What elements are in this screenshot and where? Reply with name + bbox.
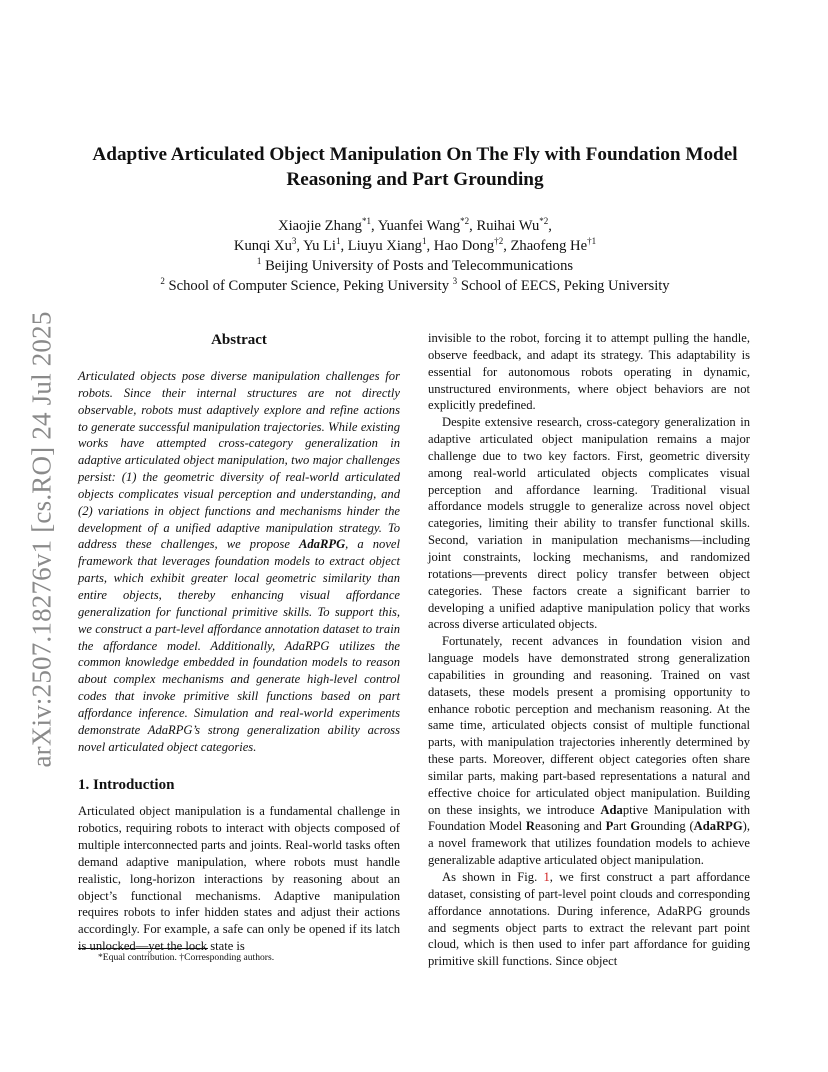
author-sup: *2 bbox=[460, 216, 470, 227]
author-name: Kunqi Xu bbox=[233, 238, 292, 254]
author-name: Yuanfei Wang bbox=[377, 218, 461, 234]
paper-title: Adaptive Articulated Object Manipulation On The Fly with Foundation Model Reasoning and Part Grounding bbox=[92, 144, 738, 190]
author-block bbox=[80, 216, 750, 296]
intro-paragraph-5: As shown in Fig. 1, we first construct a part affordance dataset, consisting of part-level point clouds and corresponding affordance annotations. During inference, AdaRPG grounds and segments object parts to extract the relevant part point cloud, which is then used to infer part affordance for guiding primitive skill functions. Since object bbox=[428, 870, 750, 969]
author-name: Hao Dong bbox=[433, 238, 495, 254]
author-sup: 3 bbox=[291, 236, 297, 247]
left-column bbox=[78, 330, 400, 955]
author-sup: †1 bbox=[587, 236, 597, 247]
affiliation-sup: 3 bbox=[452, 276, 458, 287]
affiliation-line-2 bbox=[80, 276, 750, 296]
method-name: AdaRPG bbox=[298, 537, 346, 552]
arxiv-id-text: arXiv:2507.18276v1 [cs.RO] 24 Jul 2025 bbox=[26, 310, 57, 768]
author-sup: *2 bbox=[539, 216, 549, 227]
author-name: Ruihai Wu bbox=[476, 218, 540, 234]
author-line-2: Kunqi Xu$^3$, Yu Li$^1$, Liuyu Xiang$^1$, Hao Dong$^{\dagger 2}$, Zhaofeng He$^{\dagger 1}$ bbox=[233, 236, 597, 254]
footnote-divider bbox=[78, 948, 208, 949]
author-line-1: Xiaojie Zhang$^{*1}$, Yuanfei Wang$^{*2}$, Ruihai Wu$^{*2}$, bbox=[278, 216, 552, 234]
affiliation-pku-eecs: School of EECS, Peking University bbox=[460, 278, 670, 294]
affiliation-sup: 1 bbox=[256, 256, 262, 267]
introduction-heading: 1. Introduction bbox=[78, 777, 175, 794]
intro-paragraph-3: Despite extensive research, cross-category generalization in adaptive articulated object manipulation remains a major challenge due to two key factors. First, geometric diversity among real-world articulated objects complicates visual perception and affordance learning. Traditional visual affordance models struggle to generalize across novel object categories, limiting their ability to transfer functional skills. Second, variation in manipulation mechanisms—including joint constraints, locking mechanisms, and randomized rotations—prevents direct policy transfer between object categories. These factors create a significant barrier to developing a unified adaptive manipulation policy that works across diverse articulated objects. bbox=[428, 415, 750, 632]
abstract-text: Articulated objects pose diverse manipulation challenges for robots. Since their internal structures are not directly observable, robots must adaptively explore and refine actions to generate successful manipulation trajectories. While existing works have attempted cross-category generalization in adaptive articulated object manipulation, two major challenges persist: (1) the geometric diversity of real-world articulated objects complicates visual perception and understanding, and (2) variations in object functions and mechanisms hinder the development of a unified adaptive manipulation strategy. To address these challenges, we propose AdaRPG, a novel framework that leverages foundation models to extract object parts, which exhibit greater local geometric similarity than entire objects, thereby enhancing visual affordance generalization for functional primitive skills. To support this, we construct a part-level affordance annotation dataset to train the affordance model. Additionally, AdaRPG utilizes the common knowledge embedded in foundation models to reason about complex mechanisms and generate high-level control codes that invoke primitive skill functions based on part affordance inference. Simulation and real-world experiments demonstrate AdaRPG’s strong generalization ability across novel articulated object categories. bbox=[78, 369, 400, 754]
affiliation-pku-cs: School of Computer Science, Peking University bbox=[168, 278, 450, 294]
author-sup: 1 bbox=[421, 236, 427, 247]
author-name: Yu Li bbox=[303, 238, 336, 254]
affiliation-line-1 bbox=[80, 256, 750, 276]
intro-paragraph-1: Articulated object manipulation is a fundamental challenge in robotics, requiring robots to interact with objects composed of multiple interconnected parts and joints. Real-world tasks often demand adaptive manipulation, where robots must handle realistic, long-horizon interactions by reasoning about an object’s functional mechanisms. Adaptive manipulation requires robots to infer hidden states and adjust their actions accordingly. For example, a safe can only be opened if its latch is unlocked—yet the lock state is bbox=[78, 804, 400, 954]
author-name: Liuyu Xiang bbox=[347, 238, 422, 254]
abstract-heading: Abstract bbox=[211, 332, 267, 348]
affiliation-sup: 2 bbox=[160, 276, 165, 287]
footnote: *Equal contribution. †Corresponding authors. bbox=[98, 952, 275, 963]
intro-paragraph-2: invisible to the robot, forcing it to attempt pulling the handle, observe feedback, and adapt its strategy. This adaptability is essential for autonomous robots operating in dynamic, unstructured environments, where object behaviors are not explicitly predefined. bbox=[428, 331, 750, 413]
author-sup: †2 bbox=[494, 236, 504, 247]
arxiv-identifier-stamp bbox=[22, 304, 62, 774]
author-name: Xiaojie Zhang bbox=[278, 218, 362, 234]
intro-paragraph-4: Fortunately, recent advances in foundation vision and language models have demonstrated strong generalization capabilities in grounding and reasoning. Trained on vast datasets, these models present a promising opportunity to enhance robotic perception and mechanism reasoning. At the same time, articulated objects consist of multiple functional parts, with manipulation trajectories inherently determined by these parts. Moreover, different object categories often share similar parts, making part-based representations a natural and effective choice for articulated object manipulation. Building on these insights, we introduce Adaptive Manipulation with Foundation Model Reasoning and Part Grounding (AdaRPG), a novel framework that utilizes foundation models to achieve generalizable adaptive articulated object manipulation. bbox=[428, 634, 750, 868]
author-sup: 1 bbox=[336, 236, 341, 247]
right-column bbox=[428, 330, 750, 970]
affiliation-bupt: Beijing University of Posts and Telecommunications bbox=[265, 258, 574, 274]
author-name: Zhaofeng He bbox=[510, 238, 588, 254]
author-sup: *1 bbox=[361, 216, 371, 227]
figure-1-link[interactable]: 1 bbox=[543, 870, 550, 884]
